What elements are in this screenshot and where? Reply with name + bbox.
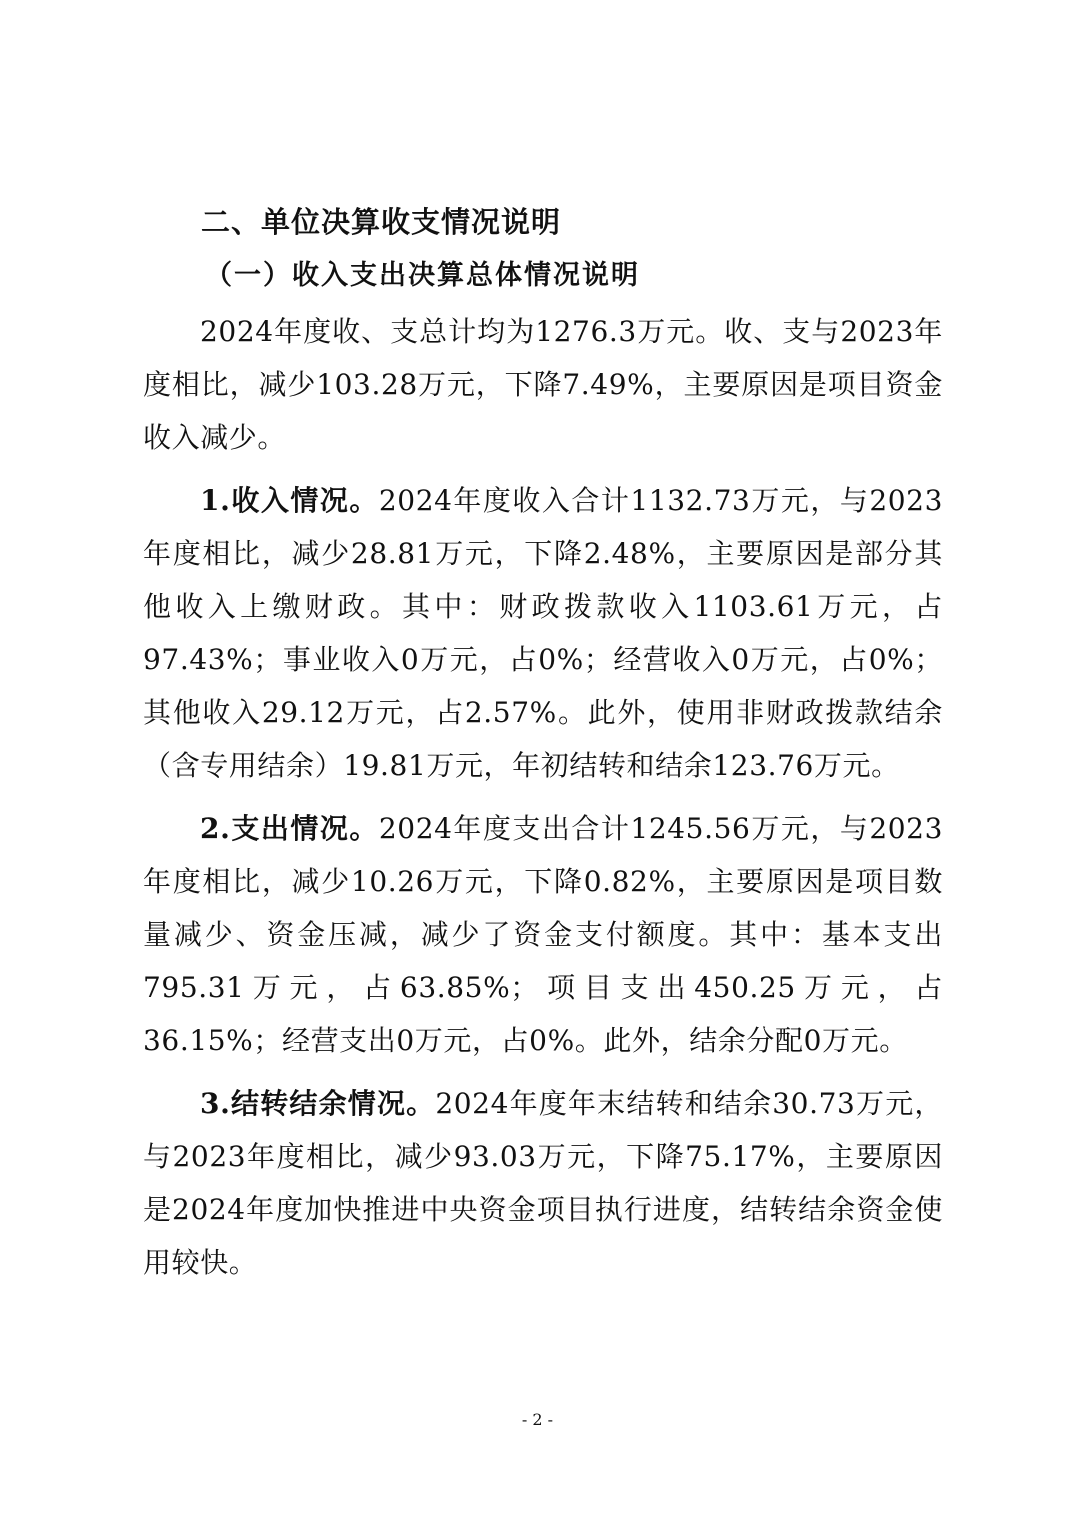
section-heading: 二、单位决算收支情况说明 (201, 205, 562, 239)
expense-text: 2024年度支出合计1245.56万元，与2023年度相比，减少10.26万元，下降0.82%，主要原因是项目数量减少、资金压减，减少了资金支付额度。其中：基本支出795.31万元，占63.85%；项目支出450.25万元，占36.15%；经营支出0万元，占0%。此外，结余分配0万元。 (143, 812, 943, 1057)
carryover-text: 2024年度年末结转和结余30.73万元，与2023年度相比，减少93.03万元，下降75.17%，主要原因是2024年度加快推进中央资金项目执行进度，结转结余资金使用较快。 (143, 1087, 943, 1279)
document-body (143, 305, 943, 1299)
expense-label: 2.支出情况。 (200, 812, 379, 845)
carryover-label: 3.结转结余情况。 (200, 1087, 436, 1120)
income-text: 2024年度收入合计1132.73万元，与2023年度相比，减少28.81万元，下降2.48%，主要原因是部分其他收入上缴财政。其中：财政拨款收入1103.61万元，占97.43%；事业收入0万元，占0%；经营收入0万元，占0%；其他收入29.12万元，占2.57%。此外，使用非财政拨款结余（含专用结余）19.81万元，年初结转和结余123.76万元。 (143, 484, 943, 782)
overview-paragraph: 2024年度收、支总计均为1276.3万元。收、支与2023年度相比，减少103.28万元，下降7.49%，主要原因是项目资金收入减少。 (143, 315, 943, 454)
subsection-heading: （一）收入支出决算总体情况说明 (205, 260, 640, 291)
page-number: - 2 - (521, 1410, 554, 1429)
income-label: 1.收入情况。 (200, 484, 379, 517)
income-paragraph (143, 474, 943, 792)
carryover-paragraph (143, 1077, 943, 1289)
expense-paragraph (143, 802, 943, 1067)
